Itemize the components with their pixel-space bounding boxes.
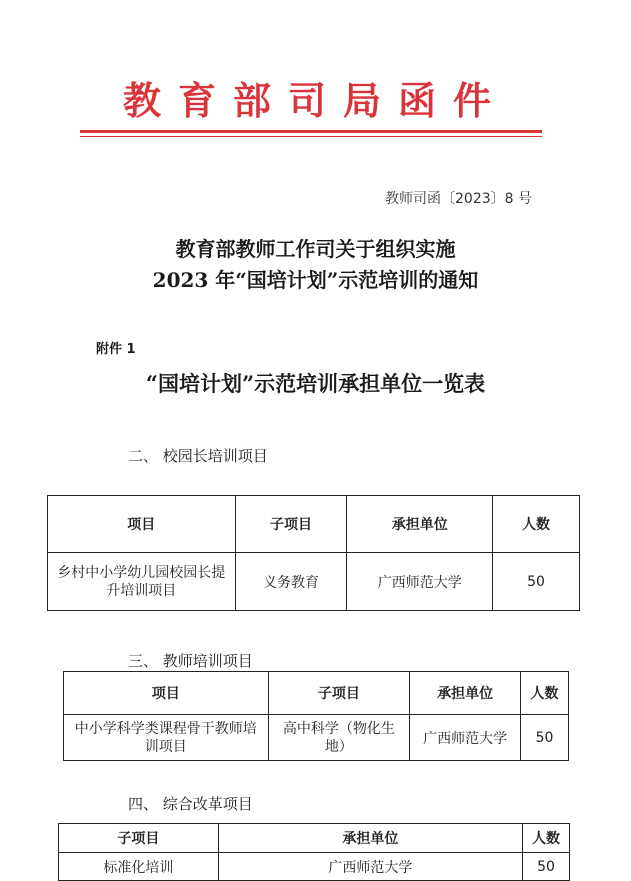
cell-unit: 广西师范大学 (218, 853, 522, 881)
cell-project: 中小学科学类课程骨干教师培训项目 (64, 715, 269, 761)
section-heading-comprehensive-reform: 四、 综合改革项目 (128, 795, 253, 813)
table-row (59, 853, 570, 881)
document-title-line1: 教育部教师工作司关于组织实施 (175, 237, 456, 261)
table-header-row (48, 496, 580, 553)
column-header-project: 项目 (64, 672, 269, 715)
cell-subproject: 标准化培训 (59, 853, 219, 881)
table-header-row (64, 672, 569, 715)
column-header-project: 项目 (48, 496, 236, 553)
comprehensive-reform-table (58, 823, 570, 881)
column-header-subproject: 子项目 (268, 672, 410, 715)
letterhead-rule-thick (80, 130, 542, 133)
cell-subproject: 义务教育 (235, 553, 347, 611)
letterhead-rule-thin (80, 136, 542, 137)
column-header-unit: 承担单位 (218, 824, 522, 853)
section-heading-principal-training: 二、 校园长培训项目 (128, 447, 268, 465)
cell-count: 50 (523, 853, 570, 881)
column-header-subproject: 子项目 (59, 824, 219, 853)
column-header-count: 人数 (521, 672, 569, 715)
section-heading-teacher-training: 三、 教师培训项目 (128, 652, 253, 670)
cell-unit: 广西师范大学 (410, 715, 521, 761)
document-title-line2: 2023 年“国培计划”示范培训的通知 (152, 268, 479, 292)
column-header-count: 人数 (493, 496, 580, 553)
table-row (48, 553, 580, 611)
column-header-unit: 承担单位 (347, 496, 493, 553)
attachment-label: 附件 1 (96, 342, 136, 357)
cell-unit: 广西师范大学 (347, 553, 493, 611)
document-title (0, 234, 631, 296)
table-row (64, 715, 569, 761)
list-title: “国培计划”示范培训承担单位一览表 (145, 371, 486, 396)
cell-count: 50 (521, 715, 569, 761)
column-header-unit: 承担单位 (410, 672, 521, 715)
teacher-training-table (63, 671, 569, 761)
letterhead-title: 教育部司局函件 (122, 78, 508, 123)
principal-training-table (47, 495, 580, 611)
document-number: 教师司函〔2023〕8 号 (385, 191, 532, 207)
table-header-row (59, 824, 570, 853)
cell-count: 50 (493, 553, 580, 611)
column-header-subproject: 子项目 (235, 496, 347, 553)
cell-subproject: 高中科学（物化生地） (268, 715, 410, 761)
cell-project: 乡村中小学幼儿园校园长提升培训项目 (48, 553, 236, 611)
column-header-count: 人数 (523, 824, 570, 853)
